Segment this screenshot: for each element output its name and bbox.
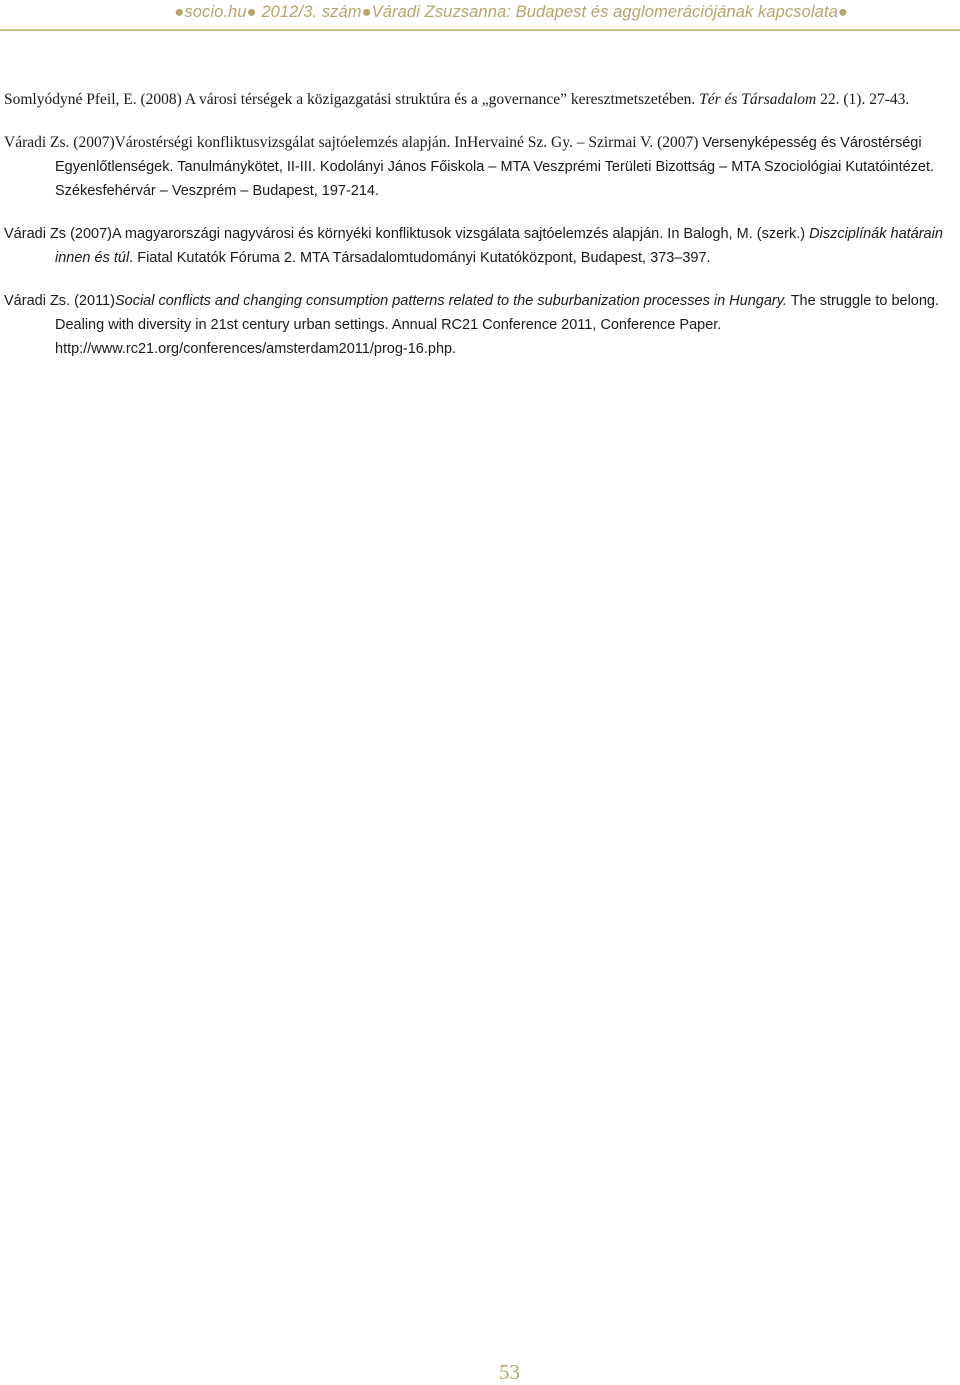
running-header-title: ●socio.hu● 2012/3. szám●Váradi Zsuzsanna: Budapest és agglomerációjának kapcsolata● <box>174 3 848 21</box>
reference-text: 22. (1). 27-43. <box>816 91 910 108</box>
page-header <box>0 0 960 32</box>
paper-title: Social conflicts and changing consumption patterns related to the suburbanization processes in Hungary. <box>114 293 787 309</box>
journal-title: Tér és Társadalom <box>699 91 817 108</box>
reference-entry <box>4 222 954 270</box>
reference-text: Váradi Zs (2007)A magyarországi nagyvárosi és környéki konfliktusok vizsgálata sajtóelemzés alapján. In Balogh, M. (szerk.) <box>4 226 810 242</box>
header-divider <box>0 29 960 31</box>
reference-entry <box>4 131 954 203</box>
page-number: 53 <box>499 1360 520 1384</box>
reference-text: The struggle to belong. Dealing with diversity in 21st century urban settings. Annual RC21 Conference 2011, Conference Paper. http://www.rc21.org/conferences/amsterdam2011/prog-16.php. <box>55 293 940 357</box>
reference-entry <box>4 289 954 361</box>
reference-entry <box>4 88 954 112</box>
reference-text: Somlyódyné Pfeil, E. (2008) A városi térségek a közigazgatási struktúra és a „governance” keresztmetszetében. <box>4 91 700 108</box>
reference-text: Váradi Zs. (2007)Várostérségi konfliktusvizsgálat sajtóelemzés alapján. InHervainé Sz. Gy. – Szirmai V. (2007) <box>4 134 703 151</box>
reference-list <box>4 88 954 380</box>
reference-text: . Fiatal Kutatók Fóruma 2. MTA Társadalomtudományi Kutatóközpont, Budapest, 373–397. <box>129 250 711 266</box>
reference-text: Versenyképesség és Várostérségi Egyenlőtlenségek. Tanulmánykötet, II-III. Kodolányi János Főiskola – MTA Veszprémi Területi Bizottság – MTA Szociológiai Kutatóintézet. Székesfehérvár – Veszprém – Budapest, 197-214. <box>55 135 935 199</box>
reference-text: Váradi Zs. (2011) <box>4 293 115 309</box>
book-title: Diszciplínák határain innen és túl <box>55 226 943 266</box>
